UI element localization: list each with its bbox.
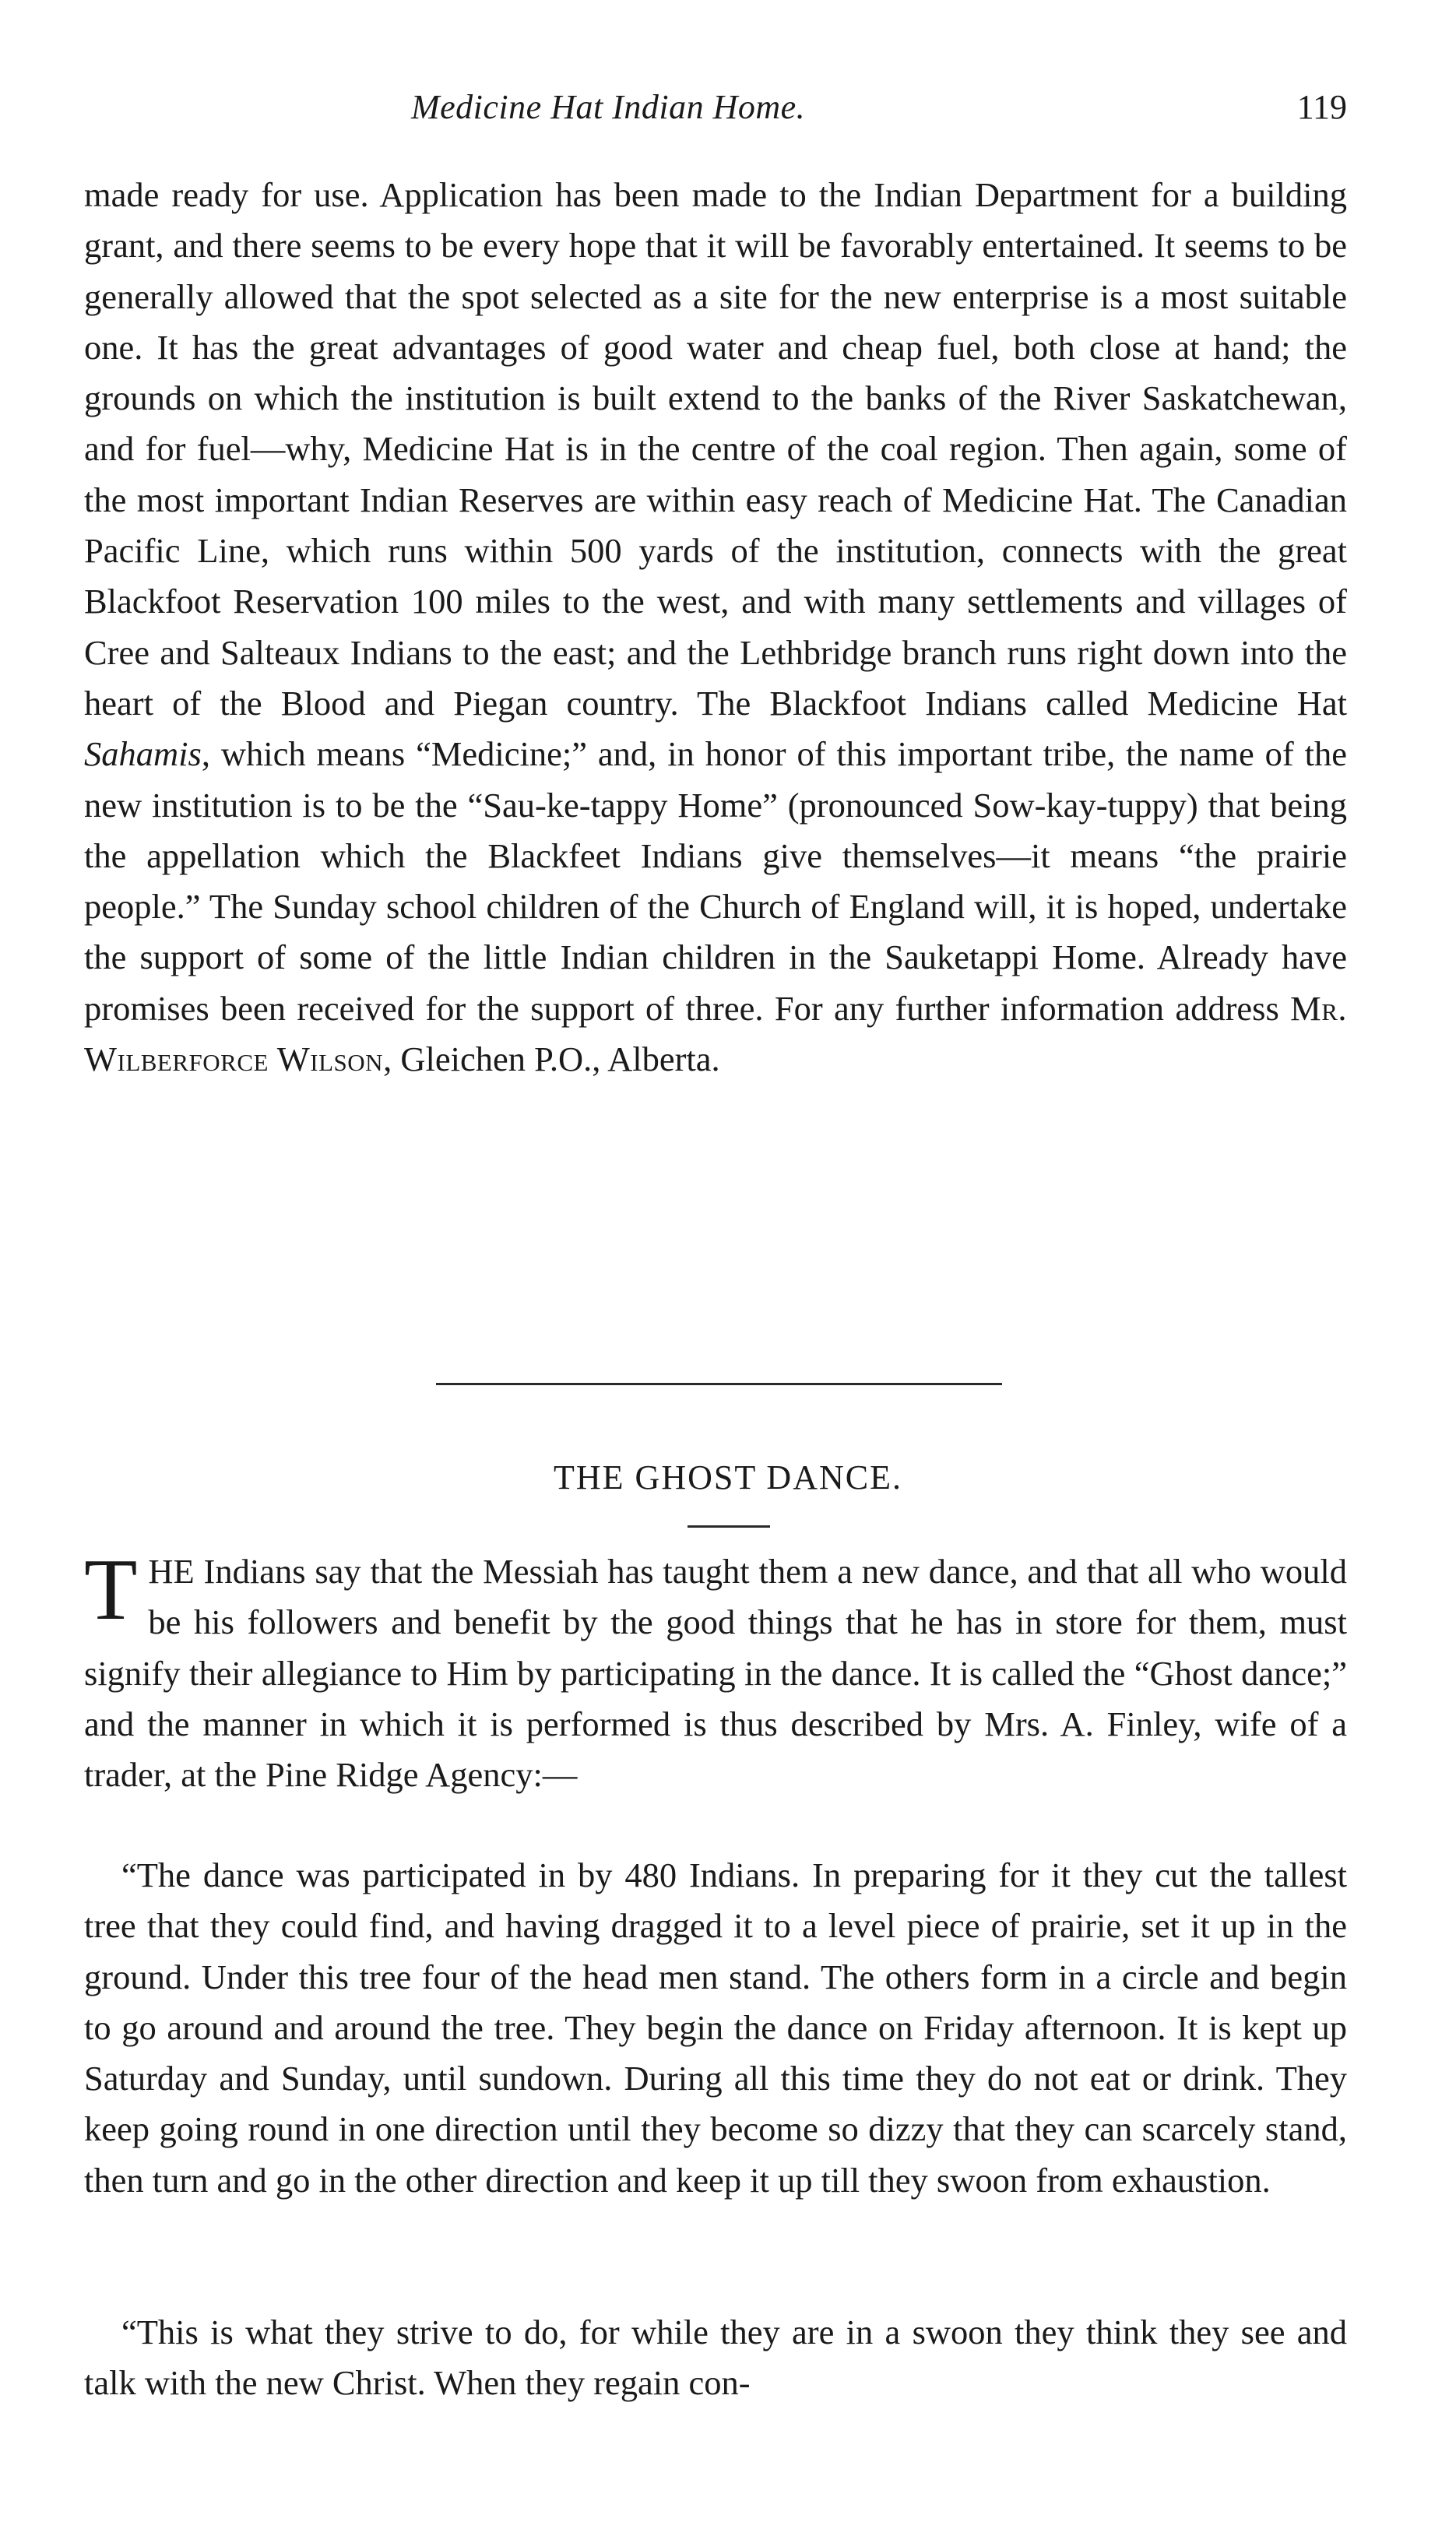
italic-term: Sahamis xyxy=(84,734,202,774)
page-number: 119 xyxy=(1296,88,1347,126)
section-title: THE GHOST DANCE. xyxy=(554,1458,902,1497)
quote-paragraph-2 xyxy=(84,2307,1347,2409)
contact-address: , Gleichen P.O., Alberta. xyxy=(383,1039,720,1079)
contact-name: Mr. Wilberforce Wilson xyxy=(84,988,1347,1079)
paragraph-text-part2: , which means “Medicine;” and, in honor of this important tribe, the name of the new institution is to be the “Sau-ke-tappy Home” (pronounced Sow-kay-tuppy) that being the appellation which the Blackfeet Indians give themselves—it means “the prairie people.” The Sunday school children of the Church of England will, it is hoped, undertake the support of some of the little Indian children in the Sauketappi Home. Already have promises been received for the support of three. For any further information address xyxy=(84,734,1347,1028)
title-underline xyxy=(688,1525,770,1528)
quote-paragraph-2-text: “This is what they strive to do, for while they are in a swoon they think they see and talk with the new Christ. When they regain con- xyxy=(84,2313,1347,2403)
section-divider xyxy=(436,1383,1002,1385)
quote-paragraph-1-text: “The dance was participated in by 480 Indians. In preparing for it they cut the tallest tree that they could find, and having dragged it to a level piece of prairie, set it up in the ground. Under this tree four of the head men stand. The others form in a circle and begin to go around and around the tree. They begin the dance on Friday afternoon. It is kept up Saturday and Sunday, until sundown. During all this time they do not eat or drink. They keep going round in one direction until they become so dizzy that they can scarcely stand, then turn and go in the other direction and keep it up till they swoon from exhaustion. xyxy=(84,1855,1347,2200)
quote-paragraph-1 xyxy=(84,1850,1347,2206)
running-title: Medicine Hat Indian Home. xyxy=(411,88,806,126)
paragraph-text-part1: made ready for use. Application has been made to the Indian Department for a building grant, and there seems to be every hope that it will be favorably entertained. It seems to be generally allowed that the spot selected as a site for the new enterprise is a most suitable one. It has the great advantages of good water and cheap fuel, both close at hand; the grounds on which the institution is built extend to the banks of the River Saskatchewan, and for fuel—why, Medicine Hat is in the centre of the coal region. Then again, some of the most important Indian Reserves are within easy reach of Medicine Hat. The Canadian Pacific Line, which runs within 500 yards of the institution, connects with the great Blackfoot Reservation 100 miles to the west, and with many settlements and villages of Cree and Salteaux Indians to the east; and the Lethbridge branch runs right down into the heart of the Blood and Piegan country. The Blackfoot Indians called Medicine Hat xyxy=(84,175,1347,723)
opening-paragraph xyxy=(84,1542,1347,1800)
opening-word-rest: HE xyxy=(148,1552,195,1591)
running-head xyxy=(84,87,1347,134)
continued-paragraph xyxy=(84,170,1347,1085)
opening-paragraph-text: Indians say that the Messiah has taught them a new dance, and that all who would be his followers and benefit by the good things that he has in store for them, must signify their allegiance to Him by participating in the dance. It is called the “Ghost dance;” and the manner in which it is performed is thus described by Mrs. A. Finley, wife of a trader, at the Pine Ridge Agency:— xyxy=(84,1552,1347,1795)
drop-cap: T xyxy=(84,1542,138,1638)
